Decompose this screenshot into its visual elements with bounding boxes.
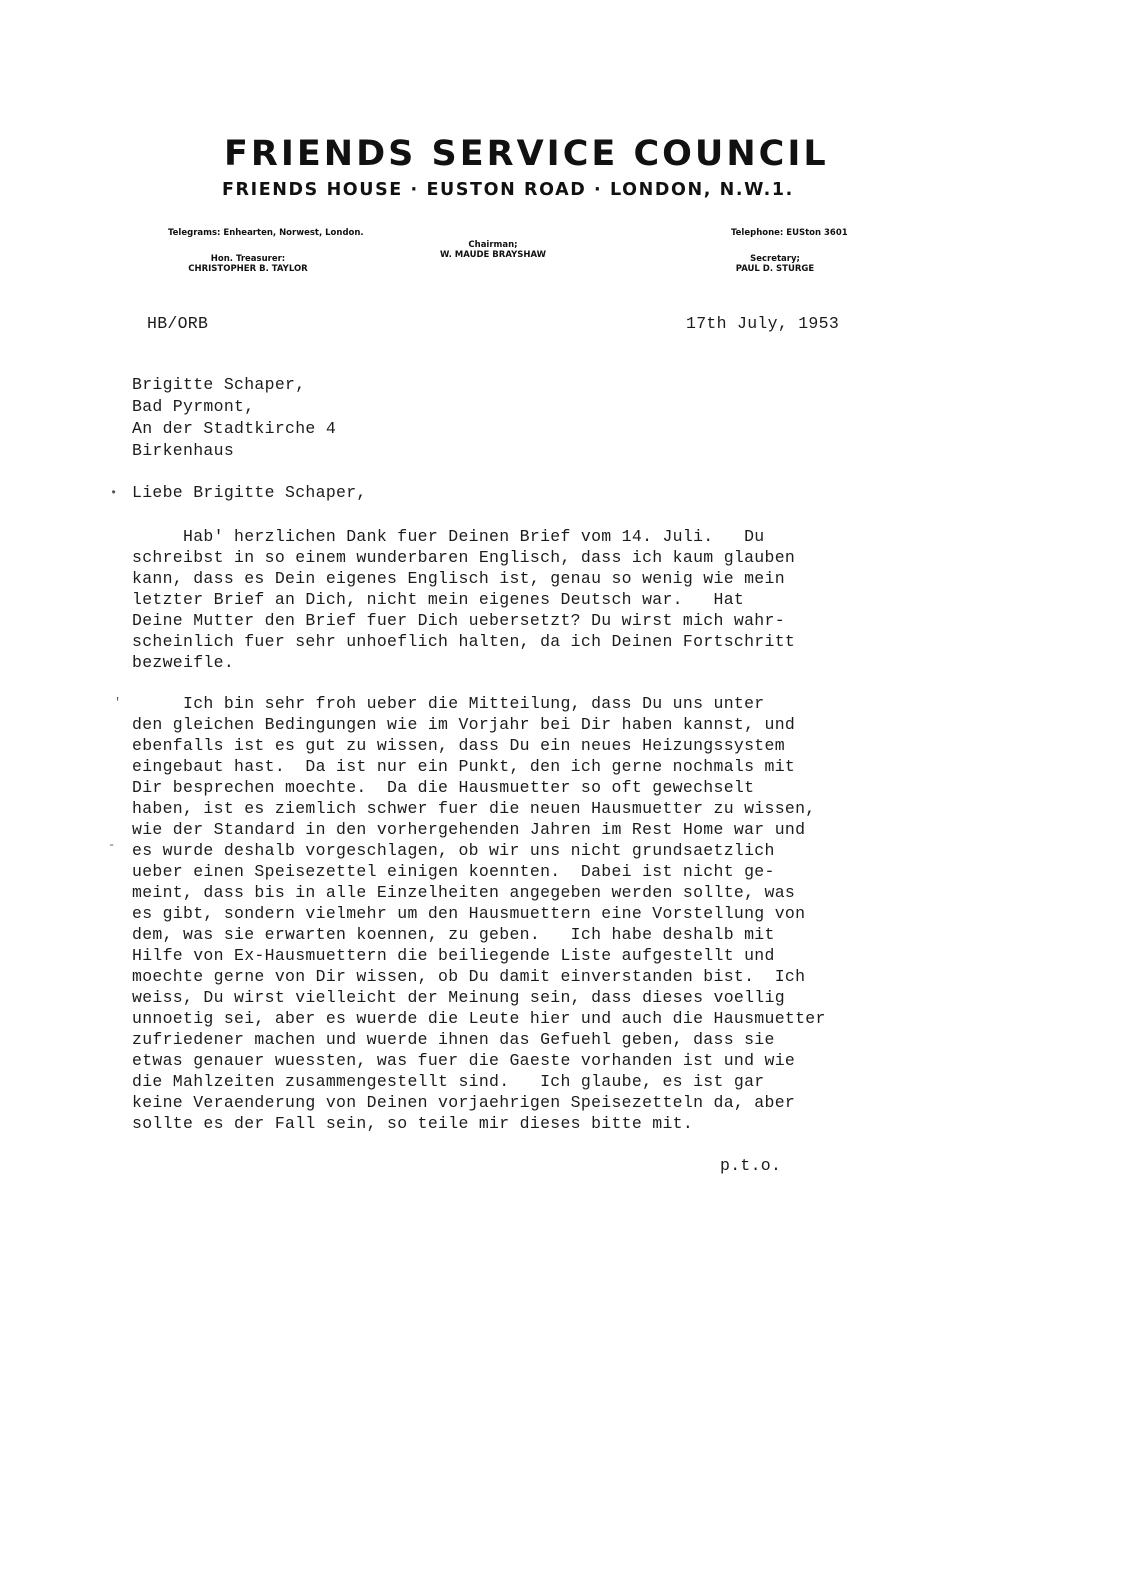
recipient-line: Birkenhaus [132, 441, 235, 460]
text-line: bezweifle. [132, 653, 235, 672]
treasurer-title: Hon. Treasurer: [210, 254, 286, 264]
telegrams-line: Telegrams: Enhearten, Norwest, London. [168, 228, 364, 238]
reference-code: HB/ORB [147, 314, 209, 333]
chairman-block [428, 240, 558, 260]
recipient-line: An der Stadtkirche 4 [132, 419, 337, 438]
text-line: dem, was sie erwarten koennen, zu geben. Ich habe deshalb mit [132, 925, 775, 944]
telephone-line: Telephone: EUSton 3601 [731, 228, 848, 238]
text-line: scheinlich fuer sehr unhoeflich halten, da ich Deinen Fortschritt [132, 632, 796, 651]
text-line: ueber einen Speisezettel einigen koennten. Dabei ist nicht ge- [132, 862, 775, 881]
organization-address: FRIENDS HOUSE · EUSTON ROAD · LONDON, N.W.1. [222, 180, 794, 200]
text-line: kann, dass es Dein eigenes Englisch ist, genau so wenig wie mein [132, 569, 785, 588]
text-line: zufriedener machen und wuerde ihnen das Gefuehl geben, dass sie [132, 1030, 775, 1049]
text-line: es wurde deshalb vorgeschlagen, ob wir uns nicht grundsaetzlich [132, 841, 775, 860]
text-line: haben, ist es ziemlich schwer fuer die neuen Hausmuetter zu wissen, [132, 799, 816, 818]
secretary-block [725, 254, 825, 274]
page-turn-note: p.t.o. [720, 1156, 782, 1175]
text-line: eingebaut hast. Da ist nur ein Punkt, den ich gerne nochmals mit [132, 757, 796, 776]
recipient-line: Bad Pyrmont, [132, 397, 255, 416]
text-line: schreibst in so einem wunderbaren Englisch, dass ich kaum glauben [132, 548, 796, 567]
text-line: Dir besprechen moechte. Da die Hausmuetter so oft gewechselt [132, 778, 755, 797]
text-line: Hab' herzlichen Dank fuer Deinen Brief vom 14. Juli. Du [132, 527, 765, 546]
margin-mark: ' [114, 696, 122, 710]
text-line: sollte es der Fall sein, so teile mir dieses bitte mit. [132, 1114, 694, 1133]
margin-mark: - [108, 838, 116, 852]
text-line: wie der Standard in den vorhergehenden Jahren im Rest Home war und [132, 820, 806, 839]
recipient-line: Brigitte Schaper, [132, 375, 306, 394]
treasurer-block [178, 254, 318, 274]
text-line: Ich bin sehr froh ueber die Mitteilung, dass Du uns unter [132, 694, 765, 713]
salutation: Liebe Brigitte Schaper, [132, 483, 367, 502]
organization-name: FRIENDS SERVICE COUNCIL [224, 134, 829, 174]
margin-mark: • [110, 486, 118, 500]
text-line: den gleichen Bedingungen wie im Vorjahr bei Dir haben kannst, und [132, 715, 796, 734]
text-line: ebenfalls ist es gut zu wissen, dass Du ein neues Heizungssystem [132, 736, 785, 755]
chairman-title: Chairman; [468, 240, 518, 250]
text-line: Deine Mutter den Brief fuer Dich uebersetzt? Du wirst mich wahr- [132, 611, 785, 630]
chairman-name: W. MAUDE BRAYSHAW [439, 250, 547, 260]
text-line: etwas genauer wuessten, was fuer die Gaeste vorhanden ist und wie [132, 1051, 796, 1070]
text-line: die Mahlzeiten zusammengestellt sind. Ich glaube, es ist gar [132, 1072, 765, 1091]
text-line: letzter Brief an Dich, nicht mein eigenes Deutsch war. Hat [132, 590, 745, 609]
secretary-name: PAUL D. STURGE [735, 264, 815, 274]
text-line: weiss, Du wirst vielleicht der Meinung sein, dass dieses voellig [132, 988, 785, 1007]
text-line: meint, dass bis in alle Einzelheiten angegeben werden sollte, was [132, 883, 796, 902]
text-line: keine Veraenderung von Deinen vorjaehrigen Speisezetteln da, aber [132, 1093, 796, 1112]
text-line: unnoetig sei, aber es wuerde die Leute hier und auch die Hausmuetter [132, 1009, 826, 1028]
secretary-title: Secretary; [750, 254, 800, 264]
text-line: Hilfe von Ex-Hausmuettern die beiliegende Liste aufgestellt und [132, 946, 775, 965]
text-line: es gibt, sondern vielmehr um den Hausmuettern eine Vorstellung von [132, 904, 806, 923]
treasurer-name: CHRISTOPHER B. TAYLOR [188, 264, 308, 274]
text-line: moechte gerne von Dir wissen, ob Du damit einverstanden bist. Ich [132, 967, 806, 986]
letter-date: 17th July, 1953 [686, 314, 840, 333]
